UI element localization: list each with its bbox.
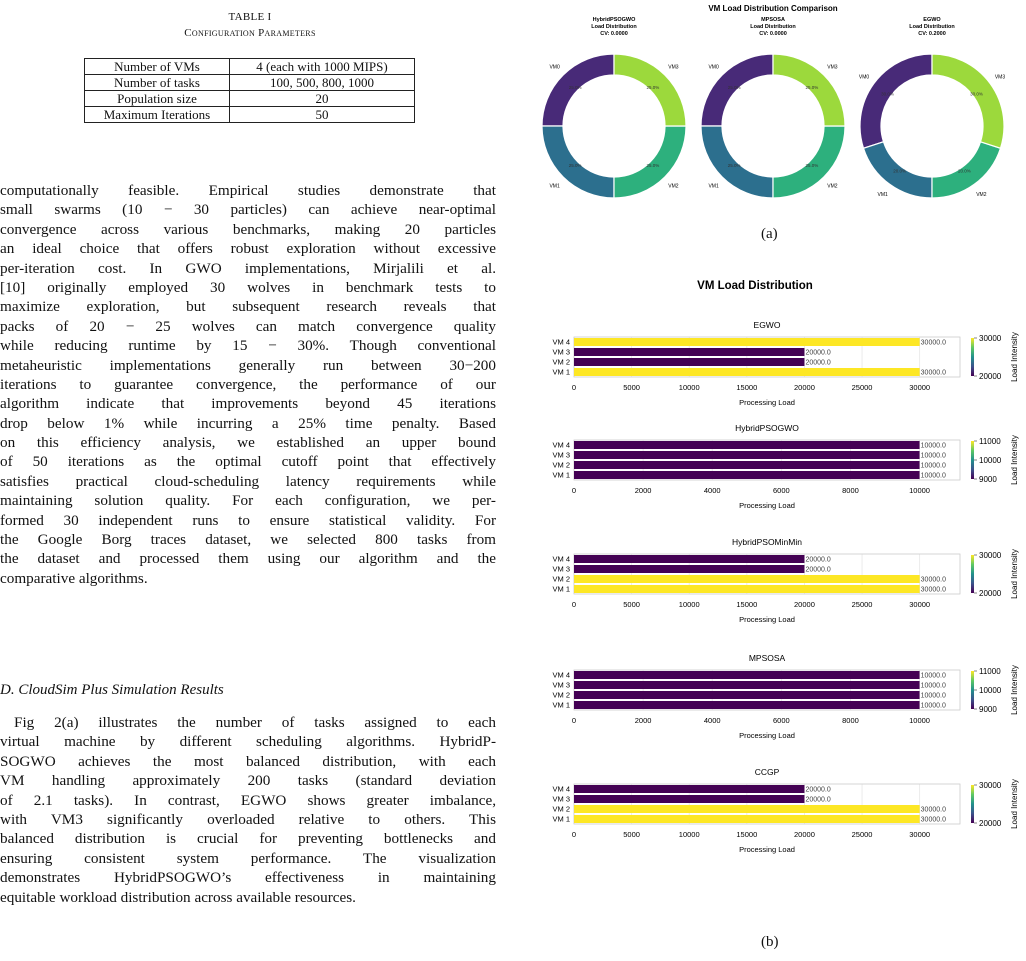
x-tick-label: 0 [571, 716, 577, 725]
paragraph-line: the Google Borg traces dataset, we selected 800 tasks from [0, 531, 496, 549]
paragraph-line: convergence across various benchmarks, making 20 particles [0, 220, 496, 238]
y-tick-label: VM 1 [552, 700, 570, 710]
x-tick-label: 2000 [634, 716, 652, 725]
bar [574, 805, 920, 813]
paragraph-line: VM handling approximately 200 tasks (standard deviation [0, 772, 496, 790]
bar-value-label: 30000.0 [920, 816, 946, 824]
panel-title-line: MPSOSA [761, 17, 785, 23]
x-tick-label: 0 [571, 486, 577, 495]
paragraph-line: with VM3 significantly overloaded relative to others. This [0, 810, 496, 828]
paragraph-simulation-results [0, 713, 496, 907]
figure-label-a: (a) [761, 226, 778, 242]
colorbar-tick-label: 20000 [979, 819, 1002, 828]
colorbar-tick-label: 11000 [979, 437, 1001, 446]
table-caption: Configuration Parameters [184, 27, 316, 39]
table-cell: 20 [230, 91, 415, 107]
section-heading: D. CloudSim Plus Simulation Results [0, 682, 224, 698]
paragraph-line: drop below 1% while incurring a 25% time penalty. Based [0, 414, 496, 432]
x-tick-label: 0 [571, 383, 577, 392]
colorbar-tick-label: 20000 [979, 372, 1002, 381]
panel-title: HybridPSOMinMin [732, 537, 802, 547]
slice-percent-label: 25.0% [646, 85, 660, 91]
colorbar-tick-label: 10000 [979, 686, 1002, 695]
table-cell: 50 [230, 107, 415, 123]
bar-value-label: 30000.0 [920, 586, 946, 594]
slice-label: VM2 [668, 183, 679, 190]
x-tick-label: 4000 [703, 486, 721, 495]
y-tick-label: VM 3 [552, 347, 570, 357]
x-tick-label: 15000 [736, 600, 758, 609]
bar [574, 681, 920, 689]
paragraph-line: on this efficiency analysis, we established an upper bound [0, 434, 496, 452]
paragraph-line: balanced distribution is crucial for preventing bottlenecks and [0, 830, 496, 848]
x-tick-label: 5000 [623, 383, 640, 392]
slice-percent-label: 25.0% [568, 162, 582, 168]
paragraph-line: small swarms (10 − 30 particles) can achieve near-optimal [0, 201, 496, 219]
bar [574, 701, 920, 709]
y-tick-label: VM 2 [552, 574, 570, 584]
y-tick-label: VM 4 [552, 337, 570, 347]
paragraph-iterations [0, 181, 496, 588]
slice-percent-label: 25.0% [805, 85, 819, 91]
bar-value-label: 10000.0 [920, 702, 946, 710]
paragraph-line: equitable workload distribution across available resources. [0, 888, 356, 906]
x-tick-label: 0 [571, 830, 577, 839]
colorbar [971, 785, 974, 823]
y-tick-label: VM 1 [552, 470, 570, 480]
bar [574, 815, 920, 823]
slice-label: VM2 [827, 183, 838, 190]
table-cell: Population size [85, 91, 230, 107]
colorbar [971, 671, 974, 709]
paragraph-line: computationally feasible. Empirical studies demonstrate that [0, 182, 496, 199]
colorbar-label: Load Intensity [1010, 779, 1019, 829]
slice-label: VM0 [549, 64, 560, 71]
x-tick-label: 5000 [623, 600, 640, 609]
bar-value-label: 30000.0 [920, 806, 946, 814]
configuration-table [84, 58, 415, 123]
paragraph-line: SOGWO achieves the most balanced distribution, with each [0, 752, 496, 770]
bar-value-label: 20000.0 [805, 556, 831, 564]
bar [574, 358, 804, 366]
bar-value-label: 20000.0 [805, 359, 831, 367]
bar [574, 795, 804, 803]
slice-percent-label: 30.0% [970, 91, 983, 97]
slice-label: VM0 [708, 64, 719, 71]
y-tick-label: VM 1 [552, 814, 570, 824]
bar [574, 461, 920, 469]
bar-chart-figure [520, 270, 1026, 910]
paragraph-line: [10] originally employed 30 wolves in benchmark tests to [0, 278, 496, 296]
x-tick-label: 8000 [842, 716, 859, 725]
bar [574, 785, 804, 793]
table-cell: Number of VMs [85, 59, 230, 75]
panel-title: HybridPSOGWO [735, 423, 799, 433]
y-tick-label: VM 3 [552, 680, 570, 690]
x-tick-label: 30000 [909, 600, 931, 609]
colorbar [971, 555, 974, 593]
table-row [85, 75, 415, 91]
figure-label-b: (b) [761, 934, 779, 950]
bar-value-label: 30000.0 [920, 576, 946, 584]
bar [574, 441, 920, 449]
table-row [85, 59, 415, 75]
paragraph-line: of 50 iterations as the optimal cutoff point that effectively [0, 453, 496, 471]
x-axis-label: Processing Load [739, 615, 795, 624]
paragraph-line: ensuring consistent system performance. The visualization [0, 849, 496, 867]
panel-title-line: HybridPSOGWO [592, 17, 636, 23]
paragraph-line: of 2.1 tasks). In contrast, EGWO shows greater imbalance, [0, 791, 496, 809]
y-tick-label: VM 2 [552, 460, 570, 470]
x-axis-label: Processing Load [739, 731, 795, 740]
paragraph-line: the dataset and processed them using our algorithm and the [0, 550, 496, 568]
panel-title-line: Load Distribution [591, 24, 637, 30]
bar [574, 671, 920, 679]
y-tick-label: VM 1 [552, 367, 570, 377]
x-tick-label: 20000 [794, 600, 815, 609]
y-tick-label: VM 1 [552, 584, 570, 594]
panel-title-line: Load Distribution [909, 24, 955, 30]
bar-value-label: 10000.0 [920, 672, 946, 680]
slice-label: VM2 [976, 191, 987, 198]
table-cell: 100, 500, 800, 1000 [230, 75, 415, 91]
table-row [85, 91, 415, 107]
figure-column [520, 0, 1026, 961]
bar [574, 368, 920, 376]
colorbar-tick-label: 9000 [979, 475, 997, 484]
colorbar [971, 441, 974, 479]
paragraph-line: packs of 20 − 25 wolves can match convergence quality [0, 317, 496, 335]
slice-label: VM1 [708, 183, 719, 190]
paragraph-line: algorithm indicate that improvements beyond 45 iterations [0, 395, 496, 413]
x-tick-label: 25000 [851, 383, 873, 392]
paragraph-line: Fig 2(a) illustrates the number of tasks assigned to each [14, 714, 496, 731]
colorbar-label: Load Intensity [1010, 549, 1019, 599]
bar-value-label: 20000.0 [805, 796, 831, 804]
colorbar [971, 338, 974, 376]
paragraph-line: maximize exploration, but subsequent research reveals that [0, 298, 496, 316]
x-tick-label: 10000 [678, 830, 700, 839]
paragraph-line: demonstrates HybridPSOGWO’s effectiveness in maintaining [0, 869, 496, 887]
slice-percent-label: 25.0% [646, 162, 660, 168]
panel-title-line: CV: 0.2000 [918, 31, 946, 37]
slice-percent-label: 20.0% [957, 168, 971, 174]
slice-percent-label: 25.0% [727, 162, 741, 168]
slice-percent-label: 25.0% [727, 85, 741, 91]
bar-value-label: 30000.0 [920, 339, 946, 347]
x-tick-label: 6000 [772, 486, 790, 495]
y-tick-label: VM 4 [552, 670, 570, 680]
bar-value-label: 10000.0 [920, 462, 946, 470]
bar-value-label: 10000.0 [920, 452, 946, 460]
chart-title: VM Load Distribution Comparison [708, 4, 838, 13]
chart-title: VM Load Distribution [697, 280, 813, 292]
slice-label: VM3 [668, 64, 679, 71]
slice-label: VM3 [994, 74, 1006, 81]
paragraph-line: per-iteration cost. In GWO implementations, Mirjalili et al. [0, 259, 496, 277]
paragraph-line: while reducing runtime by 15 − 30%. Though conventional [0, 337, 496, 355]
y-tick-label: VM 4 [552, 784, 570, 794]
paragraph-line: satisfies practical cloud-scheduling latency requirements while [0, 472, 496, 490]
table-cell: Number of tasks [85, 75, 230, 91]
colorbar-label: Load Intensity [1010, 332, 1019, 382]
slice-percent-label: 20.0% [893, 168, 907, 174]
panel-title-line: Load Distribution [750, 24, 796, 30]
panel-title-line: CV: 0.0000 [759, 31, 787, 37]
x-tick-label: 20000 [794, 830, 815, 839]
y-tick-label: VM 4 [552, 440, 570, 450]
table-cell: 4 (each with 1000 MIPS) [230, 59, 415, 75]
y-tick-label: VM 3 [552, 564, 570, 574]
slice-percent-label: 25.0% [568, 85, 582, 91]
x-tick-label: 20000 [794, 383, 815, 392]
x-tick-label: 2000 [634, 486, 652, 495]
bar [574, 575, 920, 583]
x-tick-label: 10000 [909, 716, 930, 725]
panel-title-line: CV: 0.0000 [600, 31, 628, 37]
panel-title-line: EGWO [923, 17, 941, 23]
paragraph-line: iterations to guarantee convergence, the performance of our [0, 375, 496, 393]
donut-chart-figure [520, 0, 1026, 215]
y-tick-label: VM 2 [552, 804, 570, 814]
bar-value-label: 10000.0 [920, 442, 946, 450]
x-axis-label: Processing Load [739, 501, 795, 510]
bar-value-label: 30000.0 [920, 369, 946, 377]
colorbar-tick-label: 9000 [979, 705, 997, 714]
x-tick-label: 25000 [851, 830, 873, 839]
colorbar-tick-label: 30000 [979, 781, 1002, 790]
bar [574, 585, 920, 593]
y-tick-label: VM 2 [552, 357, 570, 367]
text-column [0, 0, 500, 961]
slice-label: VM3 [827, 64, 838, 71]
x-tick-label: 0 [571, 600, 577, 609]
slice-percent-label: 30.0% [881, 91, 894, 97]
x-axis-label: Processing Load [739, 398, 795, 407]
x-tick-label: 10000 [678, 383, 700, 392]
slice-label: VM0 [858, 74, 870, 81]
donut-slice [932, 54, 1004, 148]
y-tick-label: VM 4 [552, 554, 570, 564]
bar-value-label: 10000.0 [920, 692, 946, 700]
bar-value-label: 10000.0 [920, 682, 946, 690]
x-tick-label: 4000 [703, 716, 721, 725]
paragraph-line: maintaining solution quality. For each configuration, we per- [0, 492, 496, 510]
bar [574, 555, 804, 563]
table-row [85, 107, 415, 123]
paragraph-line: an ideal choice that offers robust exploration without excessive [0, 240, 496, 258]
slice-label: VM1 [877, 191, 888, 198]
colorbar-label: Load Intensity [1010, 435, 1019, 485]
slice-label: VM1 [549, 183, 560, 190]
x-tick-label: 30000 [909, 830, 931, 839]
bar [574, 691, 920, 699]
slice-percent-label: 25.0% [805, 162, 819, 168]
x-tick-label: 25000 [851, 600, 873, 609]
x-tick-label: 10000 [678, 600, 700, 609]
bar [574, 451, 920, 459]
x-tick-label: 10000 [909, 486, 930, 495]
y-tick-label: VM 2 [552, 690, 570, 700]
bar-value-label: 20000.0 [805, 349, 831, 357]
colorbar-tick-label: 30000 [979, 334, 1002, 343]
x-tick-label: 30000 [909, 383, 931, 392]
colorbar-tick-label: 20000 [979, 589, 1002, 598]
paragraph-line: comparative algorithms. [0, 569, 148, 587]
colorbar-tick-label: 30000 [979, 551, 1002, 560]
bar-value-label: 10000.0 [920, 472, 946, 480]
x-tick-label: 8000 [842, 486, 859, 495]
paragraph-line: formed 30 independent runs to ensure statistical validity. For [0, 511, 496, 529]
donut-slice [860, 54, 932, 148]
x-tick-label: 5000 [623, 830, 640, 839]
colorbar-tick-label: 10000 [979, 456, 1002, 465]
y-tick-label: VM 3 [552, 450, 570, 460]
bar-value-label: 20000.0 [805, 786, 831, 794]
x-tick-label: 15000 [736, 830, 758, 839]
table-cell: Maximum Iterations [85, 107, 230, 123]
x-axis-label: Processing Load [739, 845, 795, 854]
x-tick-label: 15000 [736, 383, 758, 392]
bar-value-label: 20000.0 [805, 566, 831, 574]
y-tick-label: VM 3 [552, 794, 570, 804]
paragraph-line: metaheuristic implementations generally run between 30−200 [0, 356, 496, 374]
bar [574, 348, 804, 356]
bar [574, 565, 804, 573]
colorbar-tick-label: 11000 [979, 667, 1001, 676]
x-tick-label: 6000 [772, 716, 790, 725]
bar [574, 338, 920, 346]
colorbar-label: Load Intensity [1010, 665, 1019, 715]
panel-title: CCGP [754, 767, 780, 777]
paragraph-line: virtual machine by different scheduling algorithms. HybridP- [0, 733, 496, 751]
panel-title: EGWO [753, 320, 781, 330]
panel-title: MPSOSA [748, 653, 786, 663]
bar [574, 471, 920, 479]
table-number: TABLE I [228, 11, 272, 23]
